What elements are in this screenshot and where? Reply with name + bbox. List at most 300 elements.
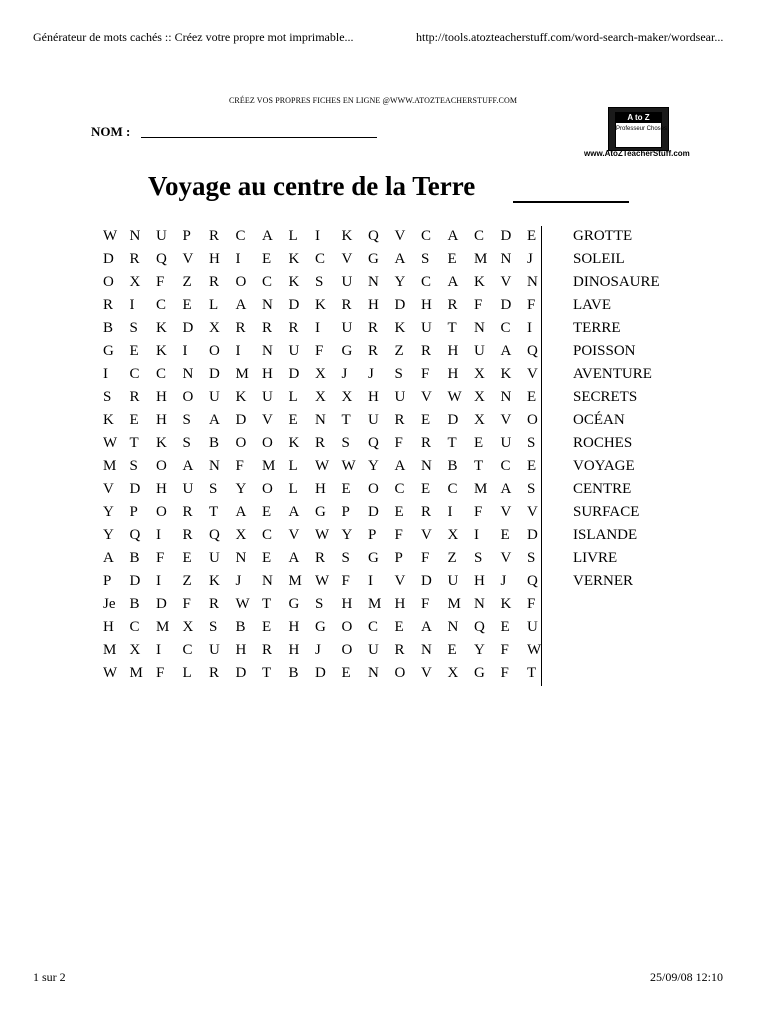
grid-cell: C: [368, 619, 379, 635]
grid-cell: C: [262, 274, 273, 290]
grid-cell: W: [341, 458, 356, 474]
grid-cell: X: [341, 389, 353, 405]
grid-cell: H: [394, 596, 406, 612]
grid-cell: E: [527, 389, 537, 405]
grid-cell: B: [235, 619, 246, 635]
grid-cell: R: [262, 320, 273, 336]
grid-cell: F: [421, 366, 430, 382]
grid-cell: K: [288, 274, 300, 290]
grid-cell: H: [447, 343, 459, 359]
grid-cell: U: [368, 642, 379, 658]
grid-cell: E: [421, 412, 431, 428]
grid-cell: M: [447, 596, 461, 612]
grid-cell: M: [288, 573, 302, 589]
grid-cell: D: [182, 320, 194, 336]
grid-cell: S: [341, 435, 350, 451]
grid-cell: O: [341, 619, 353, 635]
word-list-item: AVENTURE: [573, 366, 652, 382]
grid-cell: X: [235, 527, 247, 543]
grid-cell: F: [156, 550, 165, 566]
grid-cell: G: [103, 343, 114, 359]
grid-cell: M: [368, 596, 382, 612]
word-list-item: LAVE: [573, 297, 612, 313]
grid-cell: N: [262, 573, 273, 589]
grid-cell: O: [235, 274, 247, 290]
grid-cell: E: [262, 504, 272, 520]
grid-cell: Q: [129, 527, 141, 543]
grid-cell: V: [500, 550, 512, 566]
grid-cell: F: [156, 665, 165, 681]
grid-cell: H: [156, 481, 167, 497]
grid-cell: C: [129, 619, 140, 635]
word-list-item: CENTRE: [573, 481, 632, 497]
grid-cell: E: [262, 619, 272, 635]
grid-cell: I: [129, 297, 135, 313]
grid-cell: E: [341, 481, 351, 497]
grid-cell: H: [474, 573, 485, 589]
grid-cell: V: [394, 228, 406, 244]
grid-cell: I: [527, 320, 532, 336]
grid-cell: Q: [527, 573, 538, 589]
grid-cell: M: [103, 642, 117, 658]
grid-cell: R: [315, 550, 326, 566]
grid-cell: G: [368, 550, 379, 566]
grid-cell: D: [209, 366, 220, 382]
grid-cell: F: [341, 573, 350, 589]
grid-cell: O: [368, 481, 379, 497]
grid-cell: X: [474, 412, 485, 428]
grid-cell: N: [474, 320, 485, 336]
grid-cell: F: [394, 435, 403, 451]
grid-cell: V: [421, 389, 432, 405]
grid-cell: R: [129, 389, 140, 405]
grid-cell: F: [182, 596, 191, 612]
grid-cell: R: [209, 274, 220, 290]
grid-cell: P: [129, 504, 138, 520]
grid-cell: P: [103, 573, 112, 589]
grid-cell: M: [103, 458, 117, 474]
grid-cell: Y: [474, 642, 485, 658]
grid-cell: E: [421, 481, 431, 497]
name-field-line: [141, 137, 377, 138]
grid-cell: A: [447, 274, 459, 290]
grid-cell: N: [500, 389, 512, 405]
grid-cell: K: [156, 435, 167, 451]
word-list-item: DINOSAURE: [573, 274, 660, 290]
atoz-logo: [608, 107, 669, 151]
word-list-item: SURFACE: [573, 504, 640, 520]
grid-cell: W: [527, 642, 542, 658]
grid-cell: H: [262, 366, 273, 382]
grid-cell: Y: [235, 481, 247, 497]
grid-cell: E: [182, 297, 192, 313]
grid-cell: B: [129, 550, 140, 566]
grid-cell: W: [447, 389, 462, 405]
atoz-logo-inner: [615, 112, 668, 148]
word-list-item: SECRETS: [573, 389, 638, 405]
grid-cell: L: [288, 458, 298, 474]
grid-cell: S: [182, 412, 191, 428]
grid-cell: W: [315, 527, 330, 543]
grid-cell: R: [129, 251, 140, 267]
grid-cell: L: [209, 297, 219, 313]
grid-cell: C: [156, 297, 167, 313]
grid-cell: D: [103, 251, 114, 267]
grid-cell: H: [156, 389, 167, 405]
grid-cell: C: [447, 481, 458, 497]
title-underline: [513, 201, 629, 203]
grid-cell: L: [288, 228, 298, 244]
grid-cell: Z: [182, 573, 192, 589]
grid-cell: P: [341, 504, 350, 520]
grid-cell: S: [527, 550, 536, 566]
grid-cell: K: [315, 297, 326, 313]
grid-cell: H: [288, 619, 300, 635]
grid-cell: M: [262, 458, 276, 474]
grid-cell: A: [447, 228, 459, 244]
grid-cell: D: [447, 412, 459, 428]
grid-cell: I: [315, 228, 320, 244]
grid-cell: M: [129, 665, 143, 681]
grid-cell: H: [156, 412, 167, 428]
grid-cell: P: [182, 228, 191, 244]
grid-cell: N: [182, 366, 194, 382]
grid-cell: Z: [447, 550, 457, 566]
grid-cell: K: [156, 343, 167, 359]
grid-cell: D: [500, 297, 512, 313]
grid-cell: O: [262, 435, 273, 451]
grid-cell: M: [156, 619, 170, 635]
grid-cell: I: [156, 573, 161, 589]
grid-cell: V: [421, 665, 432, 681]
grid-cell: Q: [156, 251, 167, 267]
grid-cell: V: [103, 481, 114, 497]
grid-cell: X: [447, 527, 459, 543]
grid-cell: O: [209, 343, 220, 359]
grid-cell: D: [394, 297, 406, 313]
grid-cell: O: [527, 412, 538, 428]
grid-cell: P: [368, 527, 377, 543]
grid-cell: D: [288, 297, 300, 313]
grid-cell: O: [156, 504, 167, 520]
word-list-item: VOYAGE: [573, 458, 635, 474]
grid-cell: X: [129, 274, 141, 290]
grid-cell: M: [474, 251, 488, 267]
grid-cell: S: [421, 251, 430, 267]
grid-cell: U: [262, 389, 273, 405]
grid-cell: I: [447, 504, 453, 520]
grid-cell: S: [129, 458, 138, 474]
grid-cell: O: [394, 665, 406, 681]
grid-cell: D: [500, 228, 512, 244]
grid-cell: E: [527, 228, 537, 244]
word-list-item: OCÉAN: [573, 412, 625, 428]
grid-cell: A: [182, 458, 194, 474]
grid-cell: U: [209, 642, 220, 658]
grid-cell: E: [129, 343, 139, 359]
grid-cell: E: [262, 251, 272, 267]
grid-cell: L: [182, 665, 192, 681]
grid-cell: T: [129, 435, 139, 451]
grid-cell: K: [288, 435, 300, 451]
grid-cell: J: [368, 366, 374, 382]
grid-cell: Q: [474, 619, 485, 635]
grid-cell: E: [288, 412, 298, 428]
grid-cell: U: [368, 412, 379, 428]
grid-cell: X: [315, 366, 326, 382]
tagline: CRÉEZ VOS PROPRES FICHES EN LIGNE @WWW.ATOZTEACHERSTUFF.COM: [229, 96, 518, 105]
grid-cell: Q: [368, 228, 379, 244]
grid-cell: A: [262, 228, 273, 244]
grid-cell: F: [421, 550, 430, 566]
grid-cell: H: [368, 297, 379, 313]
grid-cell: F: [527, 297, 536, 313]
grid-cell: D: [527, 527, 538, 543]
grid-cell: W: [235, 596, 250, 612]
grid-cell: D: [315, 665, 326, 681]
browser-page-title: Générateur de mots cachés :: Créez votre propre mot imprimable...: [33, 30, 354, 44]
grid-cell: B: [288, 665, 299, 681]
grid-cell: F: [156, 274, 165, 290]
grid-cell: F: [500, 642, 509, 658]
grid-cell: C: [421, 228, 432, 244]
grid-cell: R: [235, 320, 246, 336]
grid-cell: I: [368, 573, 373, 589]
grid-cell: T: [341, 412, 351, 428]
grid-cell: E: [447, 642, 457, 658]
word-list-item: GROTTE: [573, 228, 633, 244]
grid-cell: D: [368, 504, 379, 520]
grid-cell: Y: [103, 504, 114, 520]
grid-cell: G: [341, 343, 353, 359]
grid-cell: L: [288, 481, 298, 497]
grid-cell: J: [315, 642, 321, 658]
grid-cell: O: [103, 274, 114, 290]
grid-cell: B: [209, 435, 220, 451]
grid-cell: R: [421, 504, 432, 520]
grid-cell: H: [235, 642, 247, 658]
grid-cell: R: [368, 320, 379, 336]
grid-cell: S: [103, 389, 112, 405]
grid-cell: F: [421, 596, 430, 612]
grid-cell: N: [262, 343, 273, 359]
grid-cell: E: [500, 527, 510, 543]
grid-cell: E: [394, 504, 404, 520]
grid-cell: I: [235, 343, 241, 359]
grid-cell: S: [341, 550, 350, 566]
grid-cell: Q: [368, 435, 379, 451]
grid-cell: O: [235, 435, 247, 451]
grid-cell: V: [288, 527, 300, 543]
grid-cell: E: [527, 458, 537, 474]
grid-cell: D: [129, 573, 141, 589]
grid-cell: J: [235, 573, 242, 589]
grid-cell: Z: [394, 343, 404, 359]
grid-cell: C: [315, 251, 326, 267]
grid-cell: U: [394, 389, 406, 405]
grid-cell: H: [421, 297, 432, 313]
grid-cell: R: [394, 412, 405, 428]
grid-cell: K: [103, 412, 114, 428]
word-list-item: ROCHES: [573, 435, 633, 451]
grid-cell: V: [527, 504, 538, 520]
grid-cell: K: [156, 320, 167, 336]
grid-cell: U: [474, 343, 485, 359]
grid-cell: X: [209, 320, 220, 336]
grid-cell: V: [341, 251, 353, 267]
grid-cell: G: [315, 619, 326, 635]
grid-cell: E: [500, 619, 510, 635]
grid-cell: W: [103, 228, 118, 244]
grid-cell: E: [474, 435, 484, 451]
grid-cell: I: [474, 527, 479, 543]
grid-cell: D: [235, 412, 247, 428]
grid-cell: C: [500, 458, 511, 474]
grid-cell: U: [500, 435, 512, 451]
grid-cell: N: [474, 596, 485, 612]
grid-cell: C: [421, 274, 432, 290]
word-list-item: SOLEIL: [573, 251, 625, 267]
grid-cell: C: [235, 228, 246, 244]
grid-cell: K: [500, 596, 512, 612]
grid-cell: K: [500, 366, 512, 382]
grid-cell: Z: [182, 274, 192, 290]
print-timestamp: 25/09/08 12:10: [650, 970, 724, 984]
grid-cell: N: [527, 274, 538, 290]
grid-cell: V: [182, 251, 194, 267]
grid-cell: S: [315, 596, 324, 612]
grid-cell: T: [447, 320, 457, 336]
grid-cell: N: [447, 619, 459, 635]
grid-cell: U: [527, 619, 538, 635]
grid-cell: N: [209, 458, 220, 474]
grid-cell: T: [209, 504, 219, 520]
grid-cell: O: [182, 389, 194, 405]
grid-cell: A: [235, 297, 247, 313]
grid-cell: W: [103, 665, 118, 681]
grid-cell: F: [474, 297, 483, 313]
grid-cell: E: [394, 619, 404, 635]
grid-cell: R: [315, 435, 326, 451]
grid-cell: G: [315, 504, 326, 520]
grid-cell: D: [421, 573, 432, 589]
grid-cell: A: [103, 550, 114, 566]
grid-cell: X: [182, 619, 194, 635]
grid-cell: U: [341, 274, 353, 290]
grid-cell: S: [394, 366, 403, 382]
grid-cell: I: [103, 366, 108, 382]
grid-cell: C: [129, 366, 140, 382]
grid-cell: Y: [341, 527, 353, 543]
grid-cell: A: [235, 504, 247, 520]
grid-cell: H: [368, 389, 379, 405]
grid-cell: F: [500, 665, 509, 681]
grid-cell: R: [421, 343, 432, 359]
grid-cell: T: [447, 435, 457, 451]
grid-cell: G: [474, 665, 485, 681]
grid-cell: W: [315, 458, 330, 474]
grid-cell: E: [129, 412, 139, 428]
grid-cell: D: [288, 366, 300, 382]
grid-cell: D: [129, 481, 141, 497]
grid-cell: M: [474, 481, 488, 497]
grid-cell: P: [394, 550, 403, 566]
grid-cell: R: [262, 642, 273, 658]
grid-cell: O: [156, 458, 167, 474]
grid-cell: Y: [103, 527, 114, 543]
grid-cell: I: [156, 642, 161, 658]
grid-cell: R: [182, 527, 193, 543]
grid-cell: A: [209, 412, 220, 428]
grid-cell: A: [288, 550, 300, 566]
grid-cell: X: [474, 389, 485, 405]
grid-cell: U: [182, 481, 194, 497]
grid-cell: U: [288, 343, 300, 359]
grid-cell: C: [394, 481, 405, 497]
grid-cell: K: [209, 573, 220, 589]
grid-cell: S: [209, 619, 218, 635]
grid-cell: I: [235, 251, 241, 267]
browser-page-url: http://tools.atozteacherstuff.com/word-search-maker/wordsear...: [416, 30, 724, 44]
grid-cell: V: [500, 412, 512, 428]
logo-title: A to Z: [616, 113, 661, 123]
grid-cell: S: [474, 550, 483, 566]
page-counter: 1 sur 2: [33, 970, 66, 984]
grid-cell: M: [235, 366, 249, 382]
grid-cell: N: [315, 412, 326, 428]
grid-cell: A: [288, 504, 300, 520]
grid-cell: X: [315, 389, 326, 405]
worksheet-title: Voyage au centre de la Terre: [148, 171, 476, 201]
grid-cell: R: [421, 435, 432, 451]
grid-cell: N: [129, 228, 141, 244]
grid-cell: U: [447, 573, 459, 589]
grid-cell: H: [341, 596, 353, 612]
grid-cell: H: [288, 642, 300, 658]
grid-cell: R: [182, 504, 193, 520]
grid-cell: E: [182, 550, 192, 566]
logo-subtitle: Professeur Choses: [616, 126, 668, 132]
grid-cell: N: [368, 665, 379, 681]
grid-cell: B: [447, 458, 458, 474]
grid-cell: K: [235, 389, 247, 405]
grid-cell: T: [527, 665, 537, 681]
grid-cell: F: [394, 527, 403, 543]
grid-cell: C: [156, 366, 167, 382]
grid-cell: E: [262, 550, 272, 566]
grid-cell: C: [500, 320, 511, 336]
grid-cell: B: [129, 596, 140, 612]
grid-cell: R: [368, 343, 379, 359]
grid-cell: U: [209, 550, 220, 566]
grid-cell: N: [235, 550, 247, 566]
name-field-label: NOM :: [91, 124, 131, 139]
grid-cell: H: [315, 481, 326, 497]
word-list-item: VERNER: [573, 573, 633, 589]
grid-cell: O: [262, 481, 273, 497]
word-list-item: LIVRE: [573, 550, 618, 566]
grid-cell: V: [527, 366, 538, 382]
grid-cell: R: [103, 297, 114, 313]
grid-cell: H: [103, 619, 114, 635]
grid-cell: F: [235, 458, 244, 474]
logo-url: www.AtoZTeacherStuff.com: [584, 149, 690, 158]
grid-cell: A: [394, 251, 406, 267]
grid-divider: [541, 226, 542, 686]
grid-cell: U: [209, 389, 220, 405]
grid-cell: J: [341, 366, 348, 382]
grid-cell: A: [500, 481, 512, 497]
